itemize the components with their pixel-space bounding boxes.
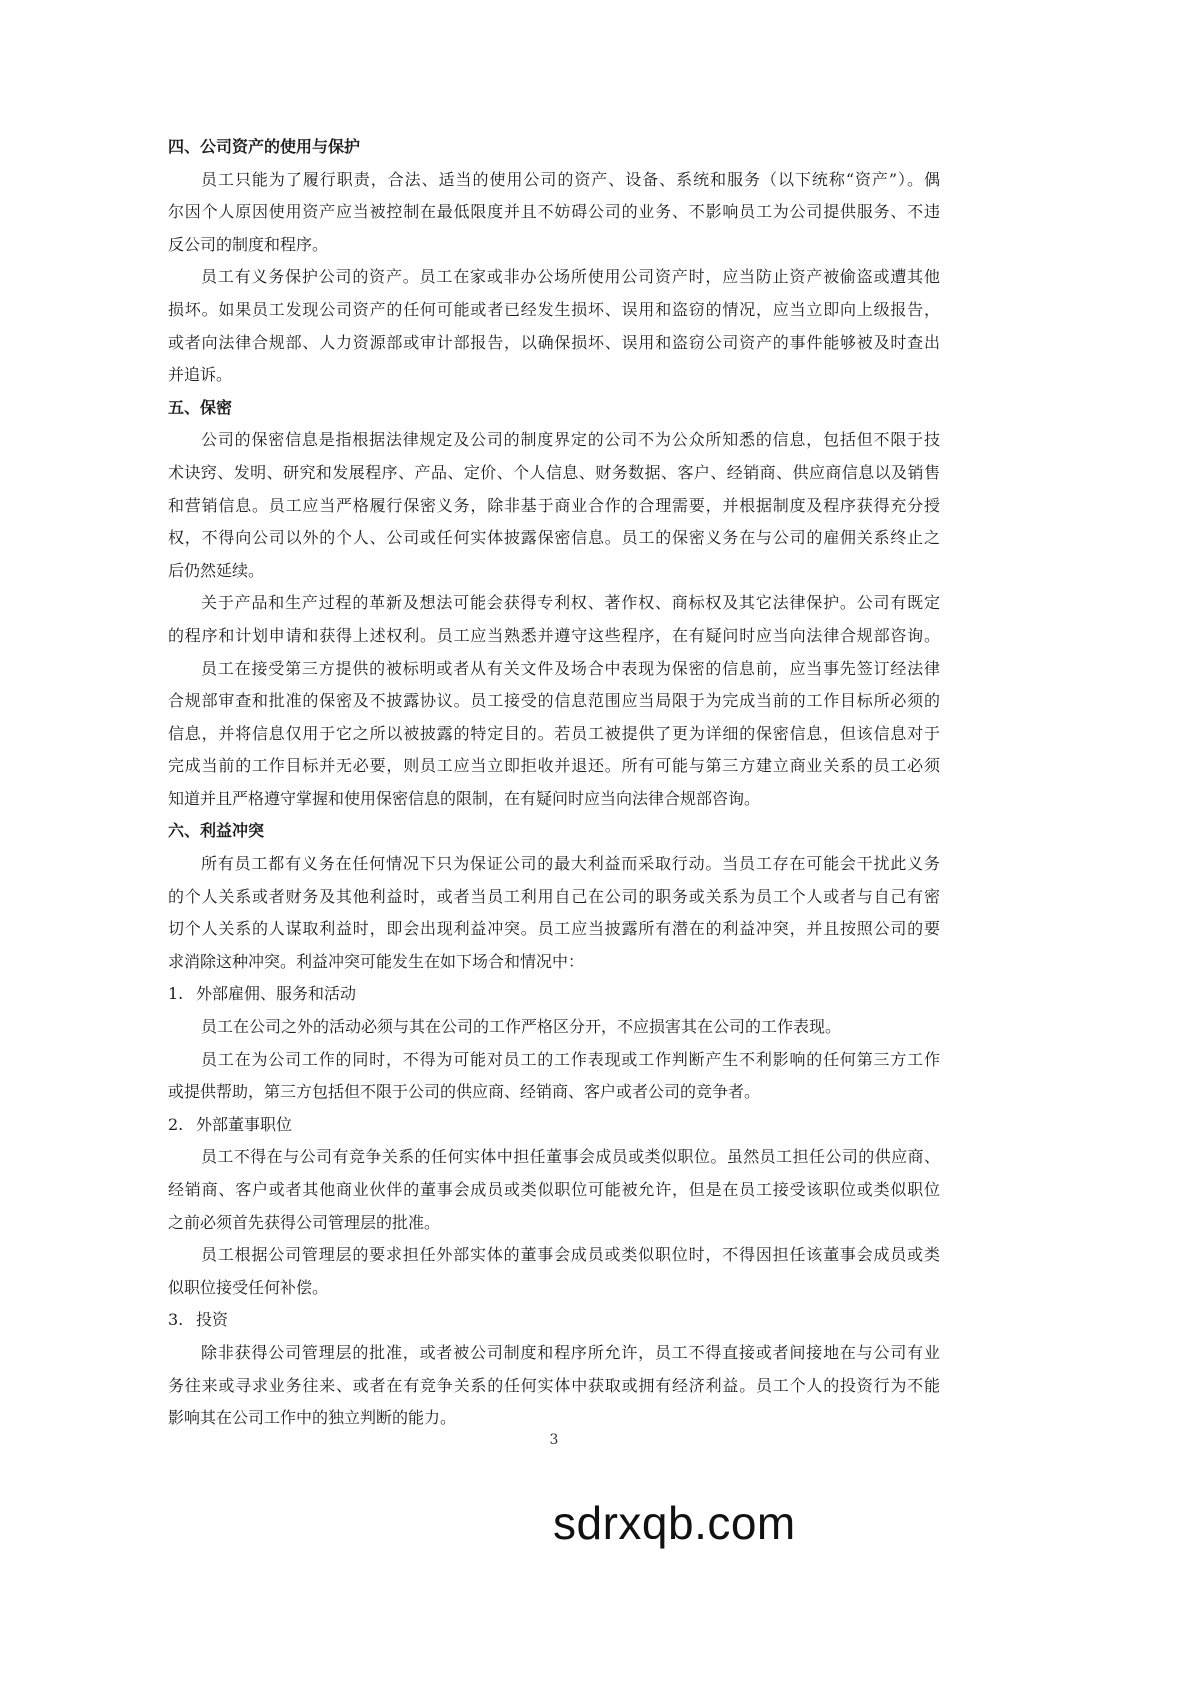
paragraph-line: 或者向法律合规部、人力资源部或审计部报告，以确保损坏、误用和盗窃公司资产的事件能够被及时查出 — [168, 332, 940, 352]
paragraph-line: 之前必须首先获得公司管理层的批准。 — [168, 1212, 441, 1232]
list-item-title: 外部雇佣、服务和活动 — [196, 984, 357, 1004]
section-heading-conflict-of-interest: 六、利益冲突 — [168, 821, 265, 841]
list-item-title: 外部董事职位 — [196, 1114, 293, 1134]
paragraph-line: 信息，并将信息仅用于它之所以被披露的特定目的。若员工被提供了更为详细的保密信息，但该信息对于 — [168, 723, 940, 743]
list-item-title: 投资 — [196, 1310, 229, 1330]
paragraph-line: 员工不得在与公司有竞争关系的任何实体中担任董事会成员或类似职位。虽然员工担任公司的供应商、 — [201, 1147, 940, 1167]
list-item-number: 2. — [168, 1114, 184, 1134]
paragraph-line: 和营销信息。员工应当严格履行保密义务，除非基于商业合作的合理需要，并根据制度及程序获得充分授 — [168, 495, 940, 515]
list-item-number: 3. — [168, 1310, 184, 1330]
paragraph-line: 公司的保密信息是指根据法律规定及公司的制度界定的公司不为公众所知悉的信息，包括但不限于技 — [201, 430, 940, 450]
section-heading-confidentiality: 五、保密 — [168, 397, 233, 417]
paragraph-line: 员工在接受第三方提供的被标明或者从有关文件及场合中表现为保密的信息前，应当事先签订经法律 — [201, 658, 940, 678]
paragraph-line: 似职位接受任何补偿。 — [168, 1277, 329, 1297]
paragraph-line: 员工在公司之外的活动必须与其在公司的工作严格区分开，不应损害其在公司的工作表现。 — [201, 1017, 842, 1037]
paragraph-line: 所有员工都有义务在任何情况下只为保证公司的最大利益而采取行动。当员工存在可能会干扰此义务 — [201, 854, 940, 874]
page-number: 3 — [549, 1432, 559, 1448]
body-text — [168, 131, 940, 1435]
paragraph-line: 完成当前的工作目标并无必要，则员工应当立即拒收并退还。所有可能与第三方建立商业关系的员工必须 — [168, 756, 940, 776]
paragraph-line: 除非获得公司管理层的批准，或者被公司制度和程序所允许，员工不得直接或者间接地在与公司有业 — [201, 1342, 940, 1362]
paragraph-line: 关于产品和生产过程的革新及想法可能会获得专利权、著作权、商标权及其它法律保护。公司有既定 — [201, 593, 940, 613]
list-item-heading — [168, 1304, 940, 1337]
paragraph-line: 求消除这种冲突。利益冲突可能发生在如下场合和情况中： — [168, 951, 585, 971]
paragraph-line: 员工只能为了履行职责，合法、适当的使用公司的资产、设备、系统和服务（以下统称“资产”）。偶 — [201, 169, 940, 189]
paragraph-line: 的程序和计划申请和获得上述权利。员工应当熟悉并遵守这些程序，在有疑问时应当向法律合规部咨询。 — [168, 625, 940, 645]
paragraph-line: 员工根据公司管理层的要求担任外部实体的董事会成员或类似职位时，不得因担任该董事会成员或类 — [201, 1245, 940, 1265]
list-item-number: 1. — [168, 984, 184, 1004]
paragraph-line: 合规部审查和批准的保密及不披露协议。员工接受的信息范围应当局限于为完成当前的工作目标所必须的 — [168, 691, 940, 711]
paragraph-line: 知道并且严格遵守掌握和使用保密信息的限制，在有疑问时应当向法律合规部咨询。 — [168, 788, 761, 808]
list-item-heading — [168, 978, 940, 1011]
paragraph-line: 损坏。如果员工发现公司资产的任何可能或者已经发生损坏、误用和盗窃的情况，应当立即向上级报告， — [168, 299, 940, 319]
section-heading-assets: 四、公司资产的使用与保护 — [168, 137, 361, 156]
paragraph-line: 并追诉。 — [168, 365, 233, 385]
paragraph-line: 员工在为公司工作的同时，不得为可能对员工的工作表现或工作判断产生不利影响的任何第三方工作 — [201, 1049, 940, 1069]
watermark-text: sdrxqb.com — [553, 1497, 796, 1549]
paragraph-line: 切个人关系的人谋取利益时，即会出现利益冲突。员工应当披露所有潜在的利益冲突，并且按照公司的要 — [168, 919, 940, 939]
paragraph-line: 务往来或寻求业务往来、或者在有竞争关系的任何实体中获取或拥有经济利益。员工个人的投资行为不能 — [168, 1375, 940, 1395]
list-item-heading — [168, 1109, 940, 1142]
paragraph-line: 经销商、客户或者其他商业伙伴的董事会成员或类似职位可能被允许，但是在员工接受该职位或类似职位 — [168, 1180, 940, 1199]
paragraph-line: 尔因个人原因使用资产应当被控制在最低限度并且不妨碍公司的业务、不影响员工为公司提供服务、不违 — [168, 202, 940, 222]
paragraph-line: 术诀窍、发明、研究和发展程序、产品、定价、个人信息、财务数据、客户、经销商、供应商信息以及销售 — [168, 462, 940, 482]
paragraph-line: 的个人关系或者财务及其他利益时，或者当员工利用自己在公司的职务或关系为员工个人或者与自己有密 — [168, 886, 940, 906]
paragraph-line: 后仍然延续。 — [168, 560, 265, 580]
paragraph-line: 员工有义务保护公司的资产。员工在家或非办公场所使用公司资产时，应当防止资产被偷盗或遭其他 — [201, 267, 940, 287]
paragraph-line: 或提供帮助，第三方包括但不限于公司的供应商、经销商、客户或者公司的竞争者。 — [168, 1082, 761, 1102]
paragraph-line: 权，不得向公司以外的个人、公司或任何实体披露保密信息。员工的保密义务在与公司的雇佣关系终止之 — [168, 528, 940, 548]
paragraph-line: 反公司的制度和程序。 — [168, 234, 329, 254]
paragraph-line: 影响其在公司工作中的独立判断的能力。 — [168, 1408, 457, 1428]
